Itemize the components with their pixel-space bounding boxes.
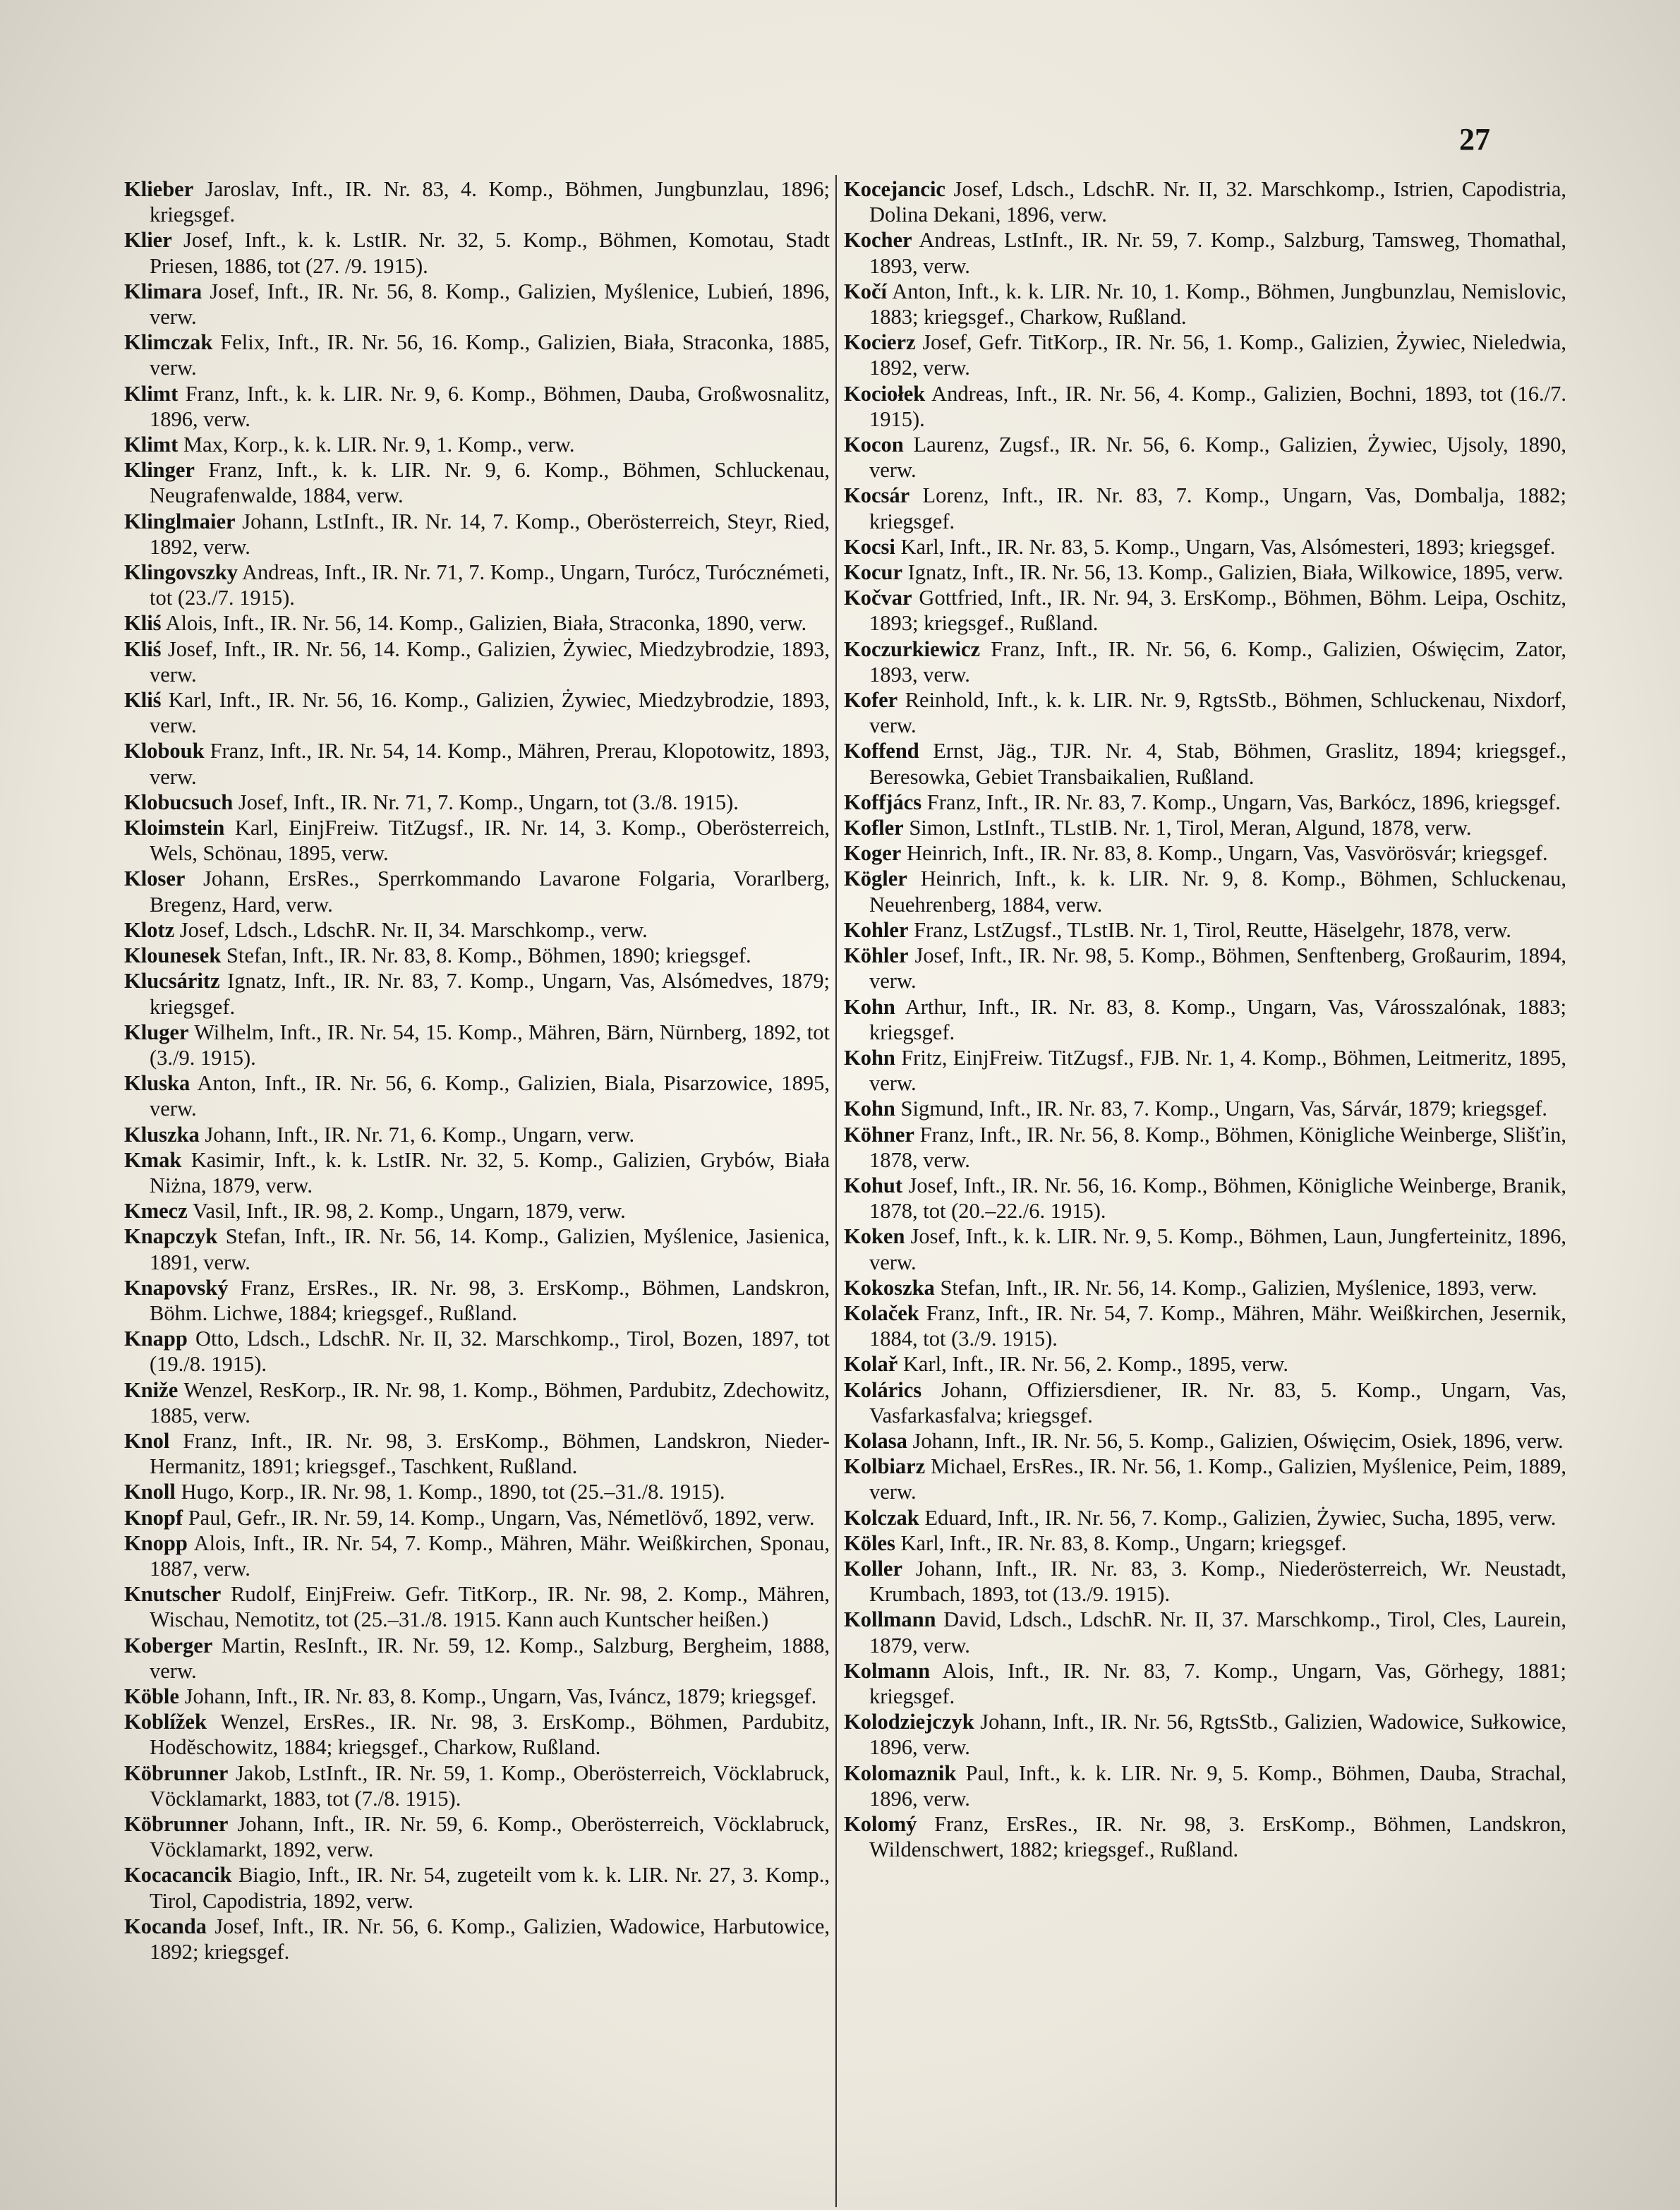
entry-surname: Klobouk [124, 739, 205, 763]
register-entry [844, 943, 1566, 994]
entry-details: Wenzel, ErsRes., IR. Nr. 98, 3. ErsKomp., Böhmen, Pardubitz, Hodĕschowitz, 1884; kriegsgef., Charkow, Rußland. [150, 1710, 830, 1760]
entry-details: Andreas, LstInft., IR. Nr. 59, 7. Komp., Salzburg, Tamsweg, Thomathal, 1893, verw. [869, 228, 1566, 278]
entry-surname: Kohn [844, 1097, 895, 1121]
entry-surname: Knoll [124, 1480, 176, 1504]
entry-details: Lorenz, Inft., IR. Nr. 83, 7. Komp., Ungarn, Vas, Dombalja, 1882; kriegsgef. [869, 483, 1566, 533]
entry-surname: Klucsáritz [124, 969, 220, 994]
entry-surname: Koffend [844, 739, 919, 763]
register-entry [844, 840, 1566, 866]
entry-surname: Kolaček [844, 1300, 919, 1325]
entry-details: Paul, Inft., k. k. LIR. Nr. 9, 5. Komp., Böhmen, Dauba, Strachal, 1896, verw. [869, 1761, 1566, 1811]
register-entry [124, 1479, 830, 1504]
entry-surname: Klimt [124, 381, 179, 406]
register-entry [124, 1862, 830, 1913]
register-entry [124, 1147, 830, 1198]
entry-details: Karl, EinjFreiw. TitZugsf., IR. Nr. 14, 3. Komp., Oberösterreich, Wels, Schönau, 1895, verw. [150, 816, 830, 866]
register-entry [844, 585, 1566, 636]
entry-details: Martin, ResInft., IR. Nr. 59, 12. Komp., Salzburg, Bergheim, 1888, verw. [150, 1633, 830, 1683]
register-entry [124, 176, 830, 227]
register-entry [844, 279, 1566, 330]
entry-surname: Kohler [844, 917, 909, 942]
entry-surname: Koczurkiewicz [844, 636, 981, 661]
register-entry [844, 1224, 1566, 1274]
register-entry [844, 1045, 1566, 1096]
entry-surname: Kolodziejczyk [844, 1710, 974, 1734]
entry-details: Max, Korp., k. k. LIR. Nr. 9, 1. Komp., verw. [183, 433, 575, 457]
entry-details: Heinrich, Inft., IR. Nr. 83, 8. Komp., Ungarn, Vas, Vasvörösvár; kriegsgef. [906, 841, 1548, 866]
register-entry [844, 1658, 1566, 1709]
entry-details: Paul, Gefr., IR. Nr. 59, 14. Komp., Ungarn, Vas, Németlövő, 1892, verw. [188, 1505, 815, 1530]
entry-surname: Kočí [844, 279, 887, 303]
entry-details: Reinhold, Inft., k. k. LIR. Nr. 9, RgtsStb., Böhmen, Schluckenau, Nixdorf, verw. [869, 688, 1567, 738]
entry-details: Josef, Inft., IR. Nr. 56, 16. Komp., Böhmen, Königliche Weinberge, Branik, 1878, tot (20.–22./6. 1915). [869, 1173, 1566, 1224]
entry-details: Heinrich, Inft., k. k. LIR. Nr. 9, 8. Komp., Böhmen, Schluckenau, Neuehrenberg, 1884, verw. [869, 867, 1566, 917]
register-entry [124, 790, 830, 815]
entry-details: Biagio, Inft., IR. Nr. 54, zugeteilt vom k. k. LIR. Nr. 27, 3. Komp., Tirol, Capodistria, 1892, verw. [150, 1863, 830, 1913]
register-entry [844, 1096, 1566, 1121]
entry-details: Otto, Ldsch., LdschR. Nr. II, 32. Marschkomp., Tirol, Bozen, 1897, tot (19./8. 1915). [150, 1327, 830, 1377]
entry-surname: Klier [124, 228, 172, 253]
entry-details: Simon, LstInft., TLstIB. Nr. 1, Tirol, Meran, Algund, 1878, verw. [909, 816, 1472, 840]
register-entry [124, 1761, 830, 1811]
entry-surname: Kmecz [124, 1199, 188, 1224]
register-entry [124, 1428, 830, 1479]
entry-surname: Kociołek [844, 381, 926, 406]
entry-details: Josef, Inft., k. k. LIR. Nr. 9, 5. Komp., Böhmen, Laun, Jungferteinitz, 1896, verw. [869, 1224, 1566, 1274]
entry-details: Andreas, Inft., IR. Nr. 56, 4. Komp., Galizien, Bochni, 1893, tot (16./7. 1915). [869, 381, 1566, 431]
register-entry [844, 1173, 1566, 1224]
entry-surname: Kočvar [844, 586, 912, 610]
entry-surname: Kolasa [844, 1428, 907, 1453]
register-entry [124, 1811, 830, 1862]
register-entry [844, 866, 1566, 917]
entry-details: Wilhelm, Inft., IR. Nr. 54, 15. Komp., Mähren, Bärn, Nürnberg, 1892, tot (3./9. 1915). [150, 1020, 830, 1070]
entry-details: Karl, Inft., IR. Nr. 83, 8. Komp., Ungarn; kriegsgef. [900, 1530, 1347, 1555]
entry-surname: Knapovský [124, 1275, 229, 1300]
register-entry [124, 1581, 830, 1632]
register-entry [844, 1505, 1566, 1530]
entry-details: Franz, Inft., IR. Nr. 54, 7. Komp., Mähren, Mähr. Weißkirchen, Jesernik, 1884, tot (3./9. 1915). [869, 1300, 1567, 1351]
register-entry [844, 1428, 1566, 1454]
entry-surname: Köbrunner [124, 1812, 229, 1836]
register-entry [844, 1761, 1566, 1811]
entry-surname: Kloimstein [124, 816, 225, 840]
entry-details: Josef, Inft., IR. Nr. 56, 8. Komp., Galizien, Myślenice, Lubień, 1896, verw. [150, 279, 830, 330]
entry-surname: Kliś [124, 611, 162, 636]
entry-surname: Kolař [844, 1352, 898, 1377]
entry-surname: Koffjács [844, 790, 922, 814]
entry-details: Rudolf, EinjFreiw. Gefr. TitKorp., IR. Nr. 98, 2. Komp., Mähren, Wischau, Nemotitz, tot (25.–31./8. 1915. Kann auch Kuntscher heißen.) [150, 1582, 830, 1632]
entry-details: Franz, Inft., IR. Nr. 56, 8. Komp., Böhmen, Königliche Weinberge, Slišťin, 1878, verw. [869, 1122, 1566, 1172]
entry-surname: Knol [124, 1428, 170, 1453]
entry-details: Josef, Inft., IR. Nr. 56, 6. Komp., Galizien, Wadowice, Harbutowice, 1892; kriegsgef. [150, 1914, 830, 1964]
entry-details: Josef, Gefr. TitKorp., IR. Nr. 56, 1. Komp., Galizien, Żywiec, Nieledwia, 1892, verw. [869, 330, 1566, 380]
register-entry [124, 279, 830, 330]
entry-details: Anton, Inft., IR. Nr. 56, 6. Komp., Galizien, Biala, Pisarzowice, 1895, verw. [150, 1071, 830, 1121]
register-entry [124, 1198, 830, 1224]
entry-surname: Kliś [124, 636, 162, 661]
entry-details: Alois, Inft., IR. Nr. 56, 14. Komp., Galizien, Biała, Straconka, 1890, verw. [165, 611, 807, 636]
entry-details: Stefan, Inft., IR. Nr. 56, 14. Komp., Galizien, Myślenice, 1893, verw. [940, 1275, 1537, 1300]
register-entry [124, 1377, 830, 1428]
entry-details: Johann, Inft., IR. Nr. 56, RgtsStb., Galizien, Wadowice, Sułkowice, 1896, verw. [869, 1710, 1567, 1760]
register-entry [124, 381, 830, 432]
register-entry [844, 330, 1566, 380]
entry-surname: Kmak [124, 1147, 182, 1172]
entry-surname: Klinger [124, 458, 195, 483]
register-entry [844, 1300, 1566, 1351]
register-entry [124, 1020, 830, 1070]
entry-surname: Koblížek [124, 1710, 207, 1734]
register-entry [844, 1811, 1566, 1862]
entry-details: Karl, Inft., IR. Nr. 56, 2. Komp., 1895, verw. [902, 1352, 1288, 1377]
register-entry [124, 917, 830, 943]
entry-surname: Kofer [844, 688, 898, 713]
register-entry [844, 815, 1566, 840]
register-entry [124, 457, 830, 508]
entry-surname: Koller [844, 1556, 902, 1581]
register-entry [124, 1070, 830, 1121]
left-column [124, 176, 830, 1964]
entry-surname: Kniže [124, 1377, 179, 1402]
entry-surname: Kluszka [124, 1122, 200, 1147]
entry-details: Arthur, Inft., IR. Nr. 83, 8. Komp., Ungarn, Vas, Városszalónak, 1883; kriegsgef. [869, 994, 1566, 1044]
entry-details: Josef, Inft., IR. Nr. 71, 7. Komp., Ungarn, tot (3./8. 1915). [238, 790, 739, 814]
entry-details: Johann, Inft., IR. Nr. 56, 5. Komp., Galizien, Oświęcim, Osiek, 1896, verw. [912, 1428, 1564, 1453]
entry-surname: Kolomý [844, 1812, 917, 1836]
entry-details: Ignatz, Inft., IR. Nr. 83, 7. Komp., Ungarn, Vas, Alsómedves, 1879; kriegsgef. [150, 969, 830, 1019]
register-entry [844, 1709, 1566, 1760]
register-entry [124, 1530, 830, 1581]
entry-surname: Köble [124, 1684, 179, 1708]
entry-details: Felix, Inft., IR. Nr. 56, 16. Komp., Galizien, Biała, Straconka, 1885, verw. [150, 330, 830, 380]
register-entry [844, 483, 1566, 533]
register-entry [124, 560, 830, 610]
entry-details: Karl, Inft., IR. Nr. 83, 5. Komp., Ungarn, Vas, Alsómesteri, 1893; kriegsgef. [900, 534, 1556, 559]
register-entry [124, 1224, 830, 1274]
register-entry [844, 1377, 1566, 1428]
register-entry [844, 1530, 1566, 1556]
entry-surname: Kohn [844, 994, 895, 1019]
register-entry [124, 687, 830, 738]
entry-surname: Kluger [124, 1020, 189, 1044]
entry-details: Karl, Inft., IR. Nr. 56, 16. Komp., Galizien, Żywiec, Miedzybrodzie, 1893, verw. [150, 688, 830, 738]
entry-details: Stefan, Inft., IR. Nr. 56, 14. Komp., Galizien, Myślenice, Jasienica, 1891, verw. [150, 1224, 830, 1274]
entry-details: Eduard, Inft., IR. Nr. 56, 7. Komp., Galizien, Żywiec, Sucha, 1895, verw. [924, 1505, 1557, 1530]
entry-surname: Kolbiarz [844, 1454, 926, 1479]
entry-surname: Kocur [844, 560, 903, 585]
entry-surname: Kolomaznik [844, 1761, 957, 1785]
register-entry [844, 1556, 1566, 1607]
entry-details: Alois, Inft., IR. Nr. 83, 7. Komp., Ungarn, Vas, Görhegy, 1881; kriegsgef. [869, 1658, 1566, 1708]
register-entry [844, 1351, 1566, 1377]
entry-surname: Koger [844, 841, 902, 866]
entry-surname: Kocejancic [844, 177, 945, 201]
entry-surname: Knutscher [124, 1582, 222, 1607]
entry-details: Franz, Inft., k. k. LIR. Nr. 9, 6. Komp., Böhmen, Dauba, Großwosnalitz, 1896, verw. [150, 381, 830, 431]
entry-details: Sigmund, Inft., IR. Nr. 83, 7. Komp., Ungarn, Vas, Sárvár, 1879; kriegsgef. [900, 1097, 1548, 1121]
entry-details: Laurenz, Zugsf., IR. Nr. 56, 6. Komp., Galizien, Żywiec, Ujsoly, 1890, verw. [869, 433, 1567, 483]
entry-details: Ernst, Jäg., TJR. Nr. 4, Stab, Böhmen, Graslitz, 1894; kriegsgef., Beresowka, Gebiet Transbaikalien, Rußland. [869, 739, 1567, 789]
entry-details: Franz, Inft., k. k. LIR. Nr. 9, 6. Komp., Böhmen, Schluckenau, Neugrafenwalde, 1884, verw. [150, 458, 830, 508]
entry-surname: Kocanda [124, 1914, 207, 1938]
entry-surname: Kögler [844, 867, 907, 891]
entry-surname: Klingovszky [124, 560, 238, 585]
register-entry [844, 381, 1566, 432]
register-entry [124, 227, 830, 278]
register-entry [124, 1122, 830, 1147]
entry-surname: Kocon [844, 433, 904, 457]
register-entry [124, 738, 830, 789]
register-entry [844, 636, 1566, 687]
entry-surname: Knapczyk [124, 1224, 218, 1249]
entry-details: Fritz, EinjFreiw. TitZugsf., FJB. Nr. 1, 4. Komp., Böhmen, Leitmeritz, 1895, verw. [869, 1045, 1566, 1096]
entry-details: Josef, Inft., IR. Nr. 56, 14. Komp., Galizien, Żywiec, Miedzybrodzie, 1893, verw. [150, 636, 830, 687]
register-entry [844, 790, 1566, 815]
entry-surname: Klounesek [124, 943, 222, 968]
entry-details: Franz, LstZugsf., TLstIB. Nr. 1, Tirol, Reutte, Häselgehr, 1878, verw. [914, 917, 1511, 942]
entry-details: David, Ldsch., LdschR. Nr. II, 37. Marschkomp., Tirol, Cles, Laurein, 1879, verw. [869, 1607, 1566, 1658]
column-divider [835, 175, 837, 2207]
entry-details: Gottfried, Inft., IR. Nr. 94, 3. ErsKomp., Böhmen, Böhm. Leipa, Oschitz, 1893; kriegsgef., Rußland. [869, 586, 1567, 636]
entry-details: Vasil, Inft., IR. 98, 2. Komp., Ungarn, 1879, verw. [192, 1199, 626, 1224]
entry-surname: Kliś [124, 688, 162, 713]
entry-details: Franz, Inft., IR. Nr. 56, 6. Komp., Galizien, Oświęcim, Zator, 1893, verw. [869, 636, 1566, 687]
entry-surname: Klinglmaier [124, 509, 236, 533]
register-entry [844, 1454, 1566, 1504]
entry-surname: Knopf [124, 1505, 183, 1530]
entry-details: Andreas, Inft., IR. Nr. 71, 7. Komp., Ungarn, Turócz, Turócznémeti, tot (23./7. 1915). [150, 560, 830, 610]
right-column [844, 176, 1566, 1862]
register-entry [124, 1326, 830, 1377]
register-entry [844, 432, 1566, 483]
entry-surname: Knapp [124, 1327, 188, 1351]
entry-surname: Köles [844, 1530, 895, 1555]
entry-details: Josef, Inft., IR. Nr. 98, 5. Komp., Böhmen, Senftenberg, Großaurim, 1894, verw. [869, 943, 1566, 994]
register-entry [124, 509, 830, 560]
entry-details: Jaroslav, Inft., IR. Nr. 83, 4. Komp., Böhmen, Jungbunzlau, 1896; kriegsgef. [150, 177, 830, 227]
entry-details: Kasimir, Inft., k. k. LstIR. Nr. 32, 5. Komp., Galizien, Grybów, Biała Niżna, 1879, verw. [150, 1147, 830, 1197]
entry-details: Johann, ErsRes., Sperrkommando Lavarone Folgaria, Vorarlberg, Bregenz, Hard, verw. [150, 867, 830, 917]
register-entry [124, 1633, 830, 1684]
entry-surname: Koberger [124, 1633, 213, 1658]
register-entry [124, 968, 830, 1019]
register-entry [124, 636, 830, 687]
page-number: 27 [1459, 122, 1490, 157]
entry-surname: Kokoszka [844, 1275, 935, 1300]
entry-surname: Klimt [124, 433, 179, 457]
entry-surname: Kloser [124, 867, 186, 891]
entry-details: Franz, Inft., IR. Nr. 83, 7. Komp., Ungarn, Vas, Barkócz, 1896, kriegsgef. [926, 790, 1561, 814]
register-entry [844, 994, 1566, 1045]
register-entry [124, 1505, 830, 1530]
register-entry [844, 534, 1566, 560]
entry-surname: Klimara [124, 279, 203, 303]
entry-surname: Kofler [844, 816, 904, 840]
entry-surname: Köbrunner [124, 1761, 229, 1785]
entry-details: Franz, Inft., IR. Nr. 98, 3. ErsKomp., Böhmen, Landskron, Nieder-Hermanitz, 1891; kriegsgef., Taschkent, Rußland. [150, 1428, 830, 1479]
register-entry [124, 1709, 830, 1760]
entry-details: Josef, Ldsch., LdschR. Nr. II, 32. Marschkomp., Istrien, Capodistria, Dolina Dekani, 1896, verw. [869, 177, 1566, 227]
register-entry [124, 815, 830, 866]
register-entry [844, 1607, 1566, 1658]
entry-details: Johann, Inft., IR. Nr. 71, 6. Komp., Ungarn, verw. [205, 1122, 635, 1147]
register-entry [844, 917, 1566, 943]
entry-details: Franz, ErsRes., IR. Nr. 98, 3. ErsKomp., Böhmen, Landskron, Böhm. Lichwe, 1884; kriegsgef., Rußland. [150, 1275, 830, 1325]
entry-surname: Kolárics [844, 1377, 922, 1402]
register-entry [844, 1122, 1566, 1173]
entry-surname: Klieber [124, 177, 194, 201]
entry-details: Franz, ErsRes., IR. Nr. 98, 3. ErsKomp., Böhmen, Landskron, Wildenschwert, 1882; kriegsgef., Rußland. [869, 1812, 1566, 1862]
register-entry [844, 687, 1566, 738]
entry-surname: Klotz [124, 917, 175, 942]
entry-surname: Kollmann [844, 1607, 936, 1632]
entry-details: Jakob, LstInft., IR. Nr. 59, 1. Komp., Oberösterreich, Vöcklabruck, Vöcklamarkt, 1883, tot (7./8. 1915). [150, 1761, 830, 1811]
entry-details: Johann, LstInft., IR. Nr. 14, 7. Komp., Oberösterreich, Steyr, Ried, 1892, verw. [150, 509, 830, 559]
entry-surname: Klobucsuch [124, 790, 234, 814]
register-entry [844, 560, 1566, 585]
entry-details: Hugo, Korp., IR. Nr. 98, 1. Komp., 1890, tot (25.–31./8. 1915). [181, 1480, 725, 1504]
entry-surname: Kolczak [844, 1505, 919, 1530]
register-entry [124, 866, 830, 917]
register-entry [844, 176, 1566, 227]
entry-surname: Kohn [844, 1045, 895, 1070]
entry-details: Johann, Inft., IR. Nr. 59, 6. Komp., Oberösterreich, Vöcklabruck, Vöcklamarkt, 1892, verw. [150, 1812, 830, 1862]
entry-surname: Kolmann [844, 1658, 931, 1683]
register-entry [124, 330, 830, 380]
entry-surname: Kocsár [844, 483, 910, 508]
entry-details: Alois, Inft., IR. Nr. 54, 7. Komp., Mähren, Mähr. Weißkirchen, Sponau, 1887, verw. [150, 1530, 830, 1581]
entry-details: Wenzel, ResKorp., IR. Nr. 98, 1. Komp., Böhmen, Pardubitz, Zdechowitz, 1885, verw. [150, 1377, 830, 1427]
entry-surname: Kocsi [844, 534, 895, 559]
register-entry [124, 1275, 830, 1326]
entry-surname: Köhler [844, 943, 909, 968]
entry-details: Stefan, Inft., IR. Nr. 83, 8. Komp., Böhmen, 1890; kriegsgef. [226, 943, 751, 968]
register-entry [844, 738, 1566, 789]
register-entry [124, 1684, 830, 1709]
entry-surname: Knopp [124, 1530, 188, 1555]
entry-surname: Klimczak [124, 330, 213, 355]
entry-surname: Kohut [844, 1173, 903, 1197]
entry-details: Johann, Offiziersdiener, IR. Nr. 83, 5. Komp., Ungarn, Vas, Vasfarkasfalva; kriegsgef. [869, 1377, 1566, 1427]
register-entry [124, 1914, 830, 1964]
entry-surname: Kocher [844, 228, 912, 253]
entry-details: Johann, Inft., IR. Nr. 83, 3. Komp., Niederösterreich, Wr. Neustadt, Krumbach, 1893, tot (13./9. 1915). [869, 1556, 1567, 1607]
entry-surname: Koken [844, 1224, 905, 1249]
register-entry [124, 943, 830, 968]
entry-details: Anton, Inft., k. k. LIR. Nr. 10, 1. Komp., Böhmen, Jungbunzlau, Nemislovic, 1883; kriegsgef., Charkow, Rußland. [869, 279, 1566, 330]
register-entry [124, 432, 830, 457]
entry-surname: Kocacancik [124, 1863, 232, 1888]
register-entry [844, 1275, 1566, 1300]
entry-details: Ignatz, Inft., IR. Nr. 56, 13. Komp., Galizien, Biała, Wilkowice, 1895, verw. [907, 560, 1564, 585]
entry-details: Michael, ErsRes., IR. Nr. 56, 1. Komp., Galizien, Myślenice, Peim, 1889, verw. [869, 1454, 1566, 1504]
entry-surname: Köhner [844, 1122, 914, 1147]
register-entry [124, 610, 830, 636]
entry-details: Johann, Inft., IR. Nr. 83, 8. Komp., Ungarn, Vas, Iváncz, 1879; kriegsgef. [184, 1684, 817, 1708]
entry-details: Franz, Inft., IR. Nr. 54, 14. Komp., Mähren, Prerau, Klopotowitz, 1893, verw. [150, 739, 830, 789]
entry-details: Josef, Inft., k. k. LstIR. Nr. 32, 5. Komp., Böhmen, Komotau, Stadt Priesen, 1886, tot (27. /9. 1915). [150, 228, 830, 278]
register-entry [844, 227, 1566, 278]
entry-details: Josef, Ldsch., LdschR. Nr. II, 34. Marschkomp., verw. [179, 917, 648, 942]
entry-surname: Kocierz [844, 330, 916, 355]
entry-surname: Kluska [124, 1071, 191, 1096]
